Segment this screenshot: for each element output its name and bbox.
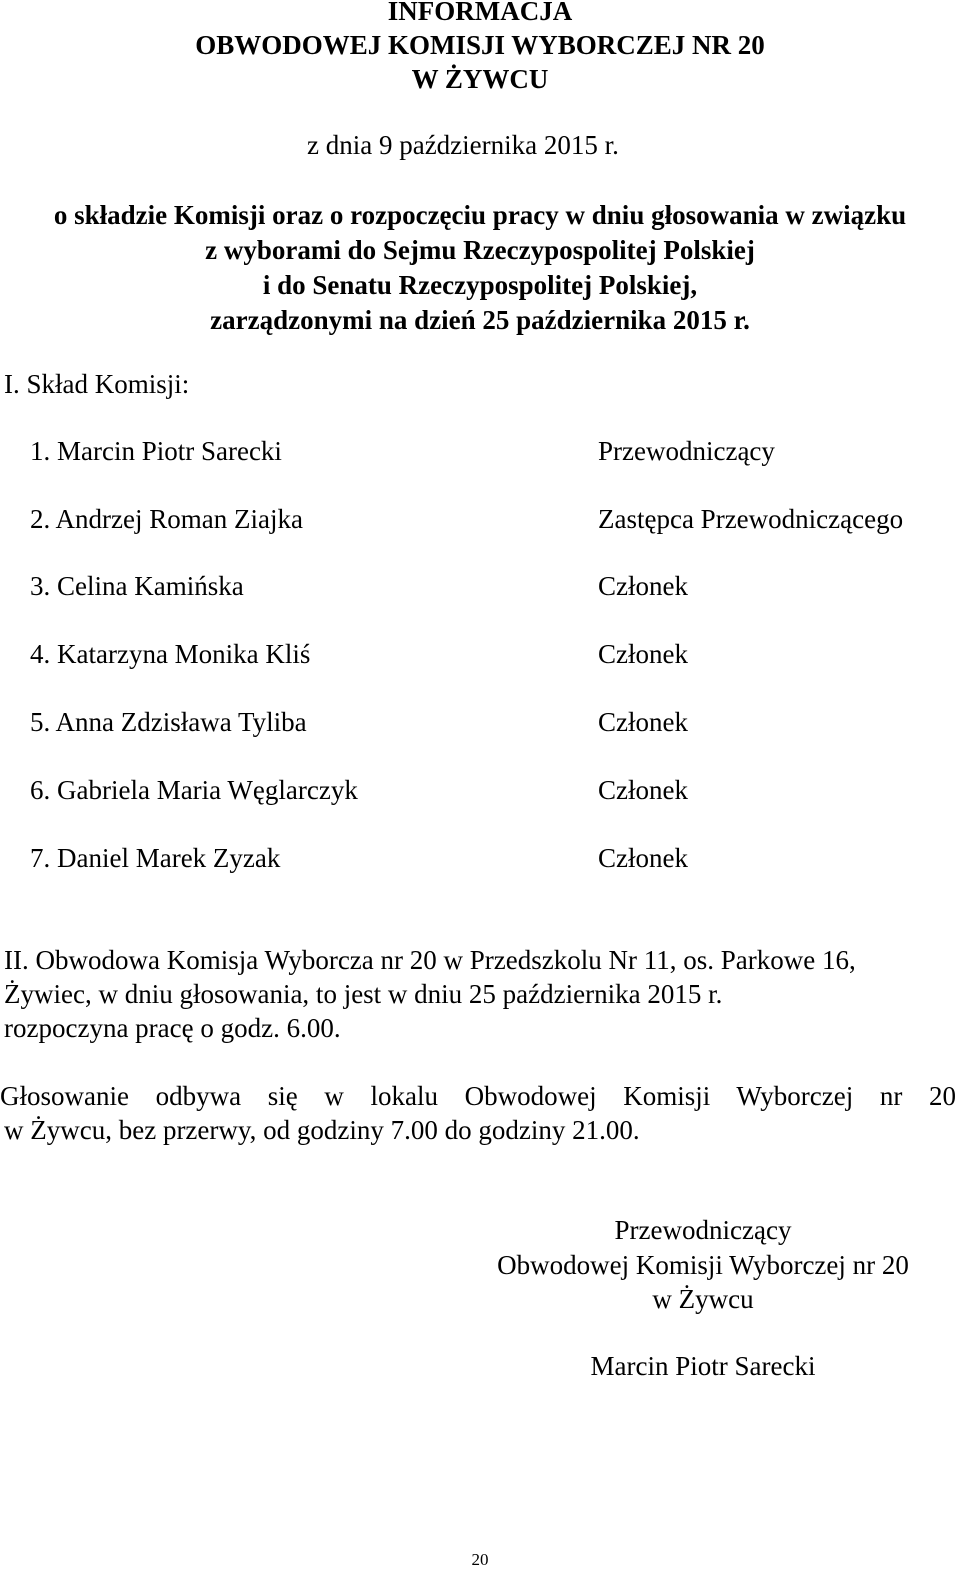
signature-title: Przewodniczący [614, 1215, 792, 1245]
document-title-committee: OBWODOWEJ KOMISJI WYBORCZEJ NR 20 [195, 30, 765, 60]
member-name: 6. Gabriela Maria Węglarczyk [30, 775, 358, 805]
member-name: 4. Katarzyna Monika Kliś [30, 639, 311, 669]
signature-name: Marcin Piotr Sarecki [590, 1351, 816, 1381]
section-start-line-2: Żywiec, w dniu głosowania, to jest w dniu 25 października 2015 r. [4, 979, 723, 1009]
section-start-line-1: II. Obwodowa Komisja Wyborcza nr 20 w Przedszkolu Nr 11, os. Parkowe 16, [4, 945, 856, 975]
document-subject-line-2: z wyborami do Sejmu Rzeczypospolitej Polskiej [205, 235, 755, 265]
section-start-line-3: rozpoczyna pracę o godz. 6.00. [4, 1013, 341, 1043]
signature-organization-city: w Żywcu [652, 1284, 754, 1314]
member-role: Członek [598, 571, 688, 601]
member-role: Przewodniczący [598, 436, 775, 466]
member-name: 3. Celina Kamińska [30, 571, 244, 601]
document-subject-line-3: i do Senatu Rzeczypospolitej Polskiej, [262, 270, 698, 300]
document-title: INFORMACJA [387, 0, 573, 26]
document-subject-line-4: zarządzonymi na dzień 25 października 2015 r. [210, 305, 750, 335]
member-role: Członek [598, 639, 688, 669]
page-number: 20 [471, 1550, 489, 1569]
document-subject-line-1: o składzie Komisji oraz o rozpoczęciu pracy w dniu głosowania w związku [53, 200, 907, 230]
member-name: 1. Marcin Piotr Sarecki [30, 436, 282, 466]
voting-hours-line-2: w Żywcu, bez przerwy, od godziny 7.00 do godziny 21.00. [4, 1115, 640, 1145]
member-role: Członek [598, 843, 688, 873]
member-role: Członek [598, 707, 688, 737]
section-composition-heading: I. Skład Komisji: [4, 369, 190, 399]
member-name: 7. Daniel Marek Zyzak [30, 843, 281, 873]
member-name: 2. Andrzej Roman Ziajka [30, 504, 303, 534]
signature-organization: Obwodowej Komisji Wyborczej nr 20 [497, 1250, 909, 1280]
member-name: 5. Anna Zdzisława Tyliba [30, 707, 307, 737]
document-title-city: W ŻYWCU [411, 64, 549, 94]
member-role: Zastępca Przewodniczącego [598, 504, 904, 534]
voting-hours-line-1: Głosowanie odbywa się w lokalu Obwodowej Komisji Wyborczej nr 20 [0, 1081, 956, 1111]
document-date: z dnia 9 października 2015 r. [307, 130, 619, 160]
member-role: Członek [598, 775, 688, 805]
